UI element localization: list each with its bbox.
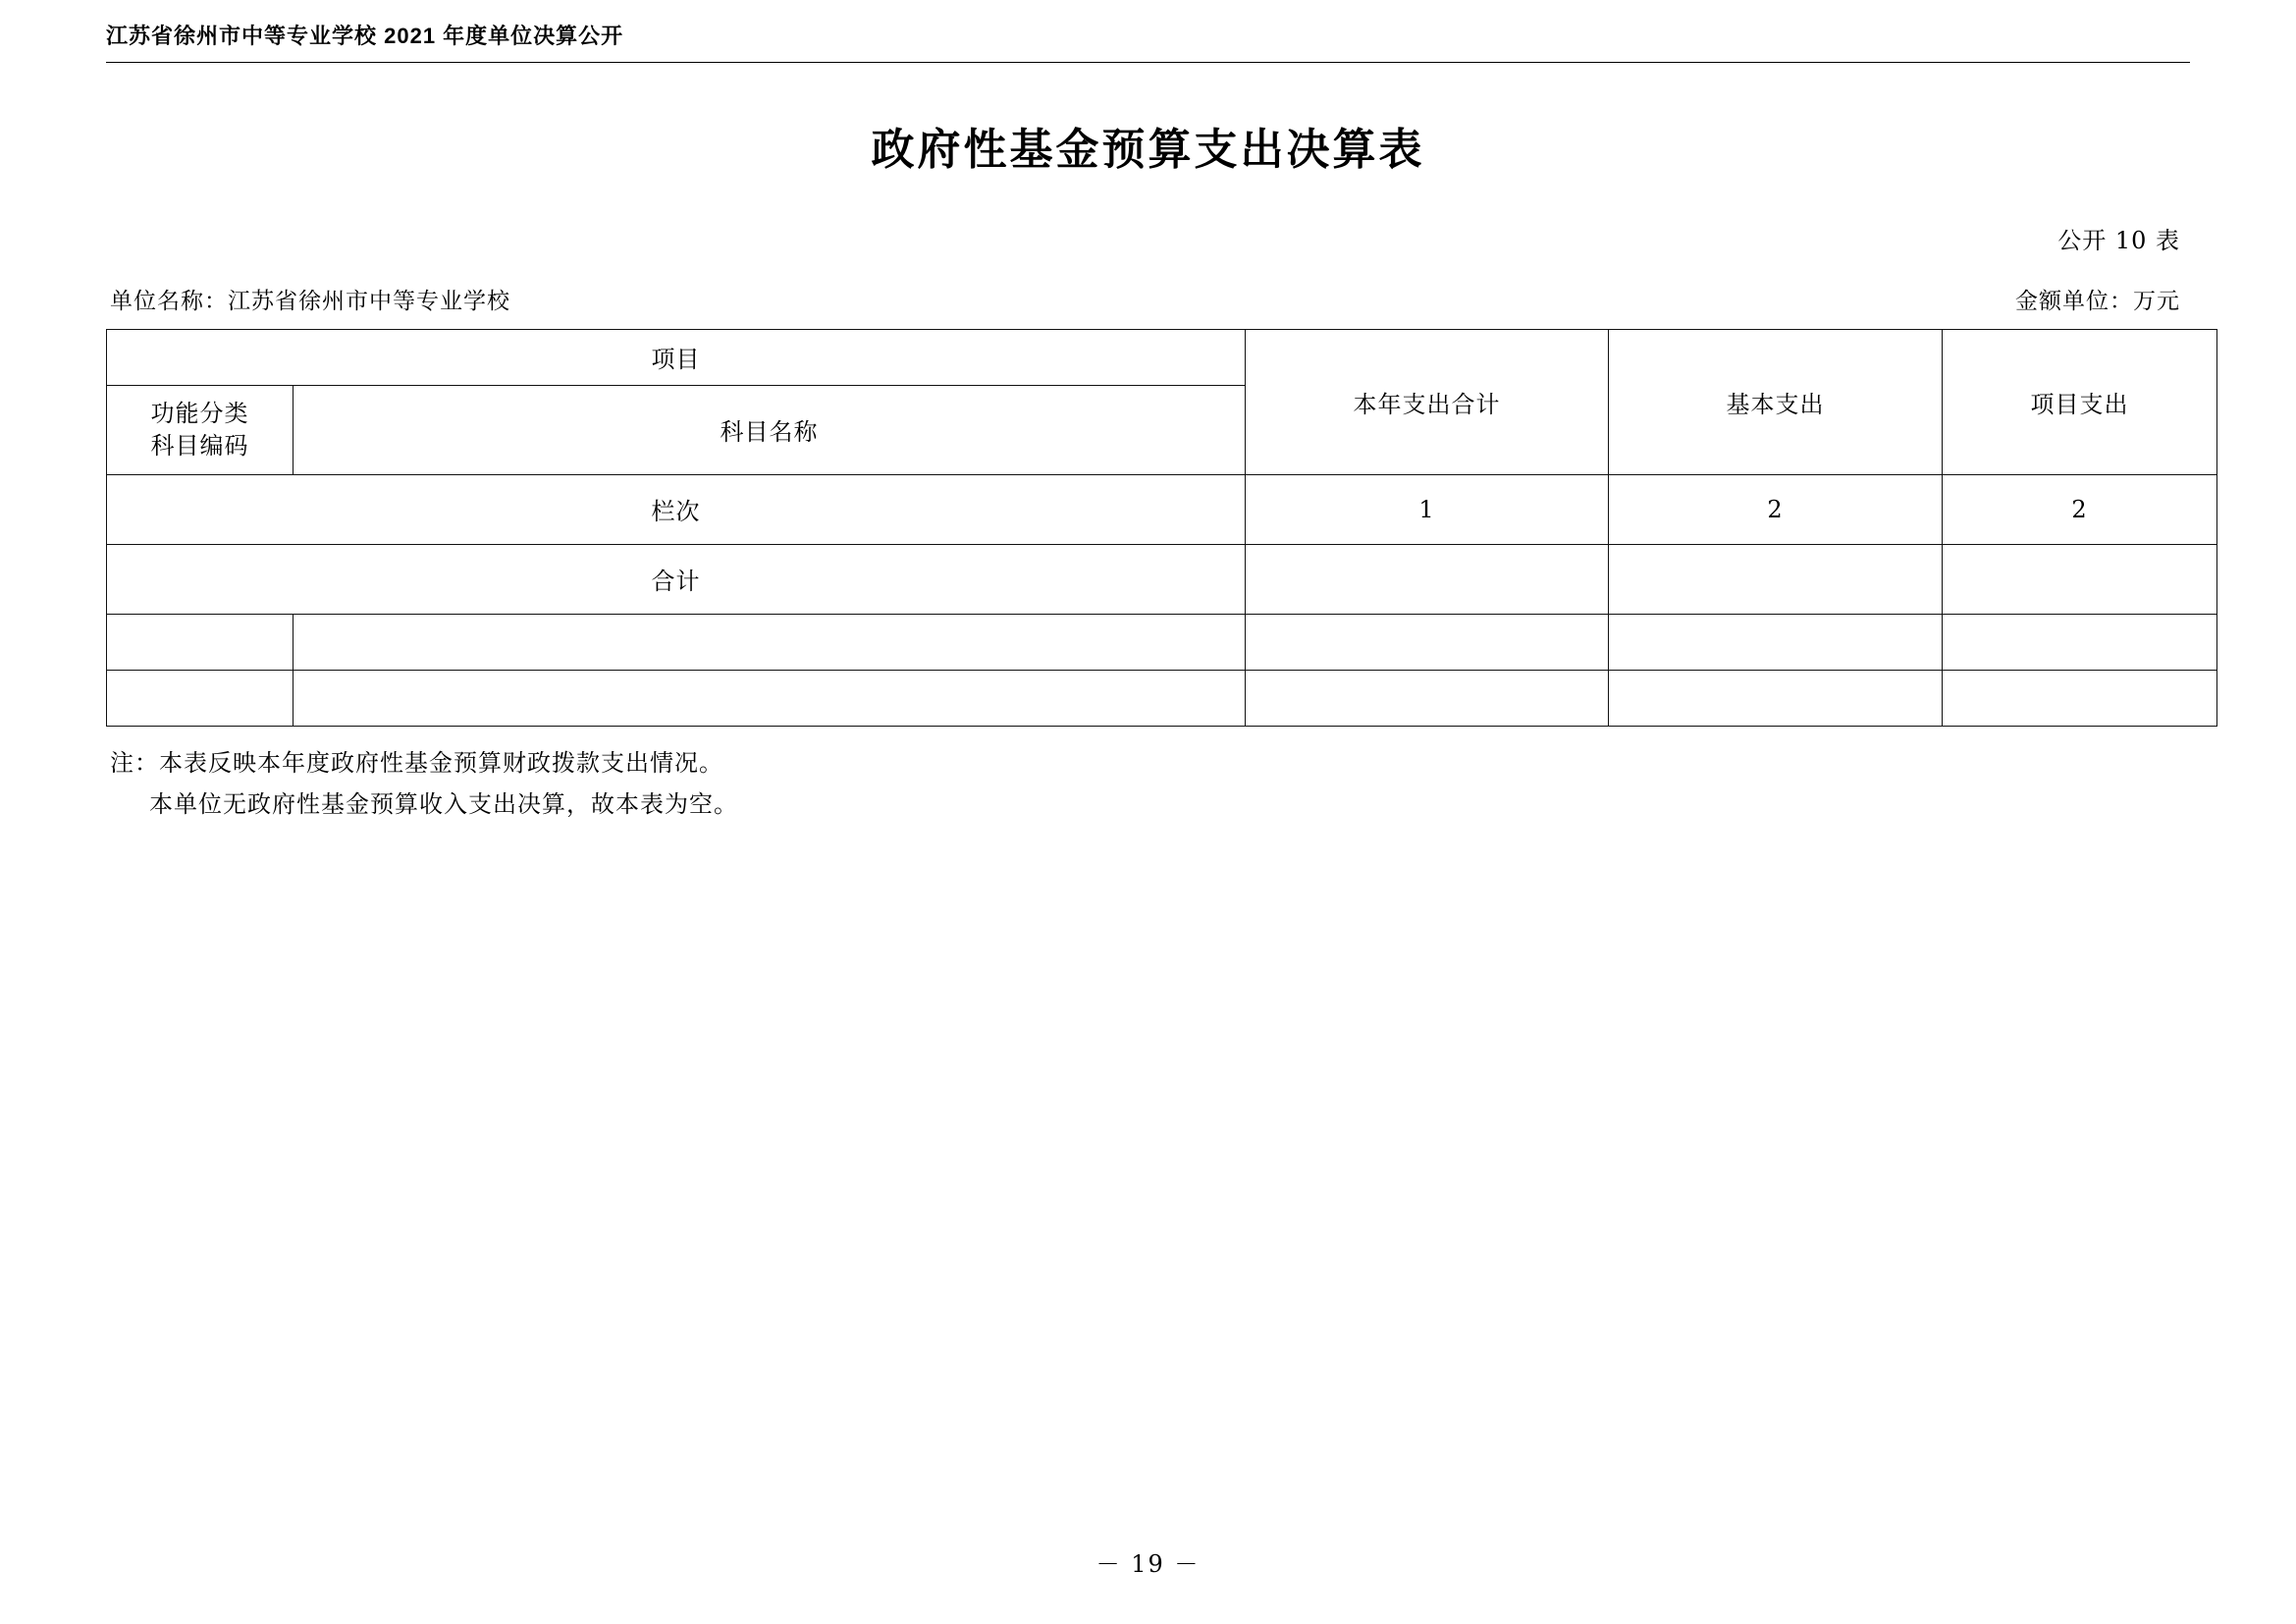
table-row [107, 614, 2217, 670]
header-group-item: 项目 [107, 329, 1246, 385]
column-index-label: 栏次 [107, 474, 1246, 544]
row-project [1943, 614, 2217, 670]
table-total-row [107, 544, 2217, 614]
amount-unit-label: 金额单位：万元 [2015, 288, 2180, 314]
header-total-expenditure: 本年支出合计 [1246, 329, 1609, 474]
total-row-total [1246, 544, 1609, 614]
note-line-2: 本单位无政府性基金预算收入支出决算，故本表为空。 [149, 789, 738, 818]
meta-row [106, 283, 2190, 315]
column-index-3: 2 [1943, 474, 2217, 544]
row-code [107, 670, 294, 726]
table-notes [106, 742, 2190, 825]
column-index-1: 1 [1246, 474, 1609, 544]
header-function-code-line1: 功能分类 [150, 400, 249, 428]
sheet-number-label: 公开 10 表 [2057, 226, 2180, 254]
total-row-label: 合计 [107, 544, 1246, 614]
table-row [107, 670, 2217, 726]
row-project [1943, 670, 2217, 726]
total-row-project [1943, 544, 2217, 614]
header-project-expenditure: 项目支出 [1943, 329, 2217, 474]
row-code [107, 614, 294, 670]
row-name [294, 670, 1246, 726]
unit-name-label: 单位名称：江苏省徐州市中等专业学校 [110, 288, 510, 314]
header-function-code-line2: 科目编码 [150, 431, 249, 460]
table-header-row-group [107, 329, 2217, 385]
running-header: 江苏省徐州市中等专业学校 2021 年度单位决算公开 [106, 24, 624, 48]
note-line-1: 注：本表反映本年度政府性基金预算财政拨款支出情况。 [110, 748, 723, 777]
total-row-basic [1609, 544, 1943, 614]
page-number: － 19 － [1095, 1550, 1201, 1578]
header-subject-name: 科目名称 [294, 385, 1246, 474]
header-function-code [107, 385, 294, 474]
column-index-2: 2 [1609, 474, 1943, 544]
budget-expenditure-table [106, 329, 2217, 727]
row-basic [1609, 670, 1943, 726]
header-basic-expenditure: 基本支出 [1609, 329, 1943, 474]
table-column-index-row [107, 474, 2217, 544]
row-total [1246, 614, 1609, 670]
row-basic [1609, 614, 1943, 670]
page-title: 政府性基金预算支出决算表 [871, 124, 1425, 175]
header-divider [106, 62, 2190, 63]
row-total [1246, 670, 1609, 726]
row-name [294, 614, 1246, 670]
